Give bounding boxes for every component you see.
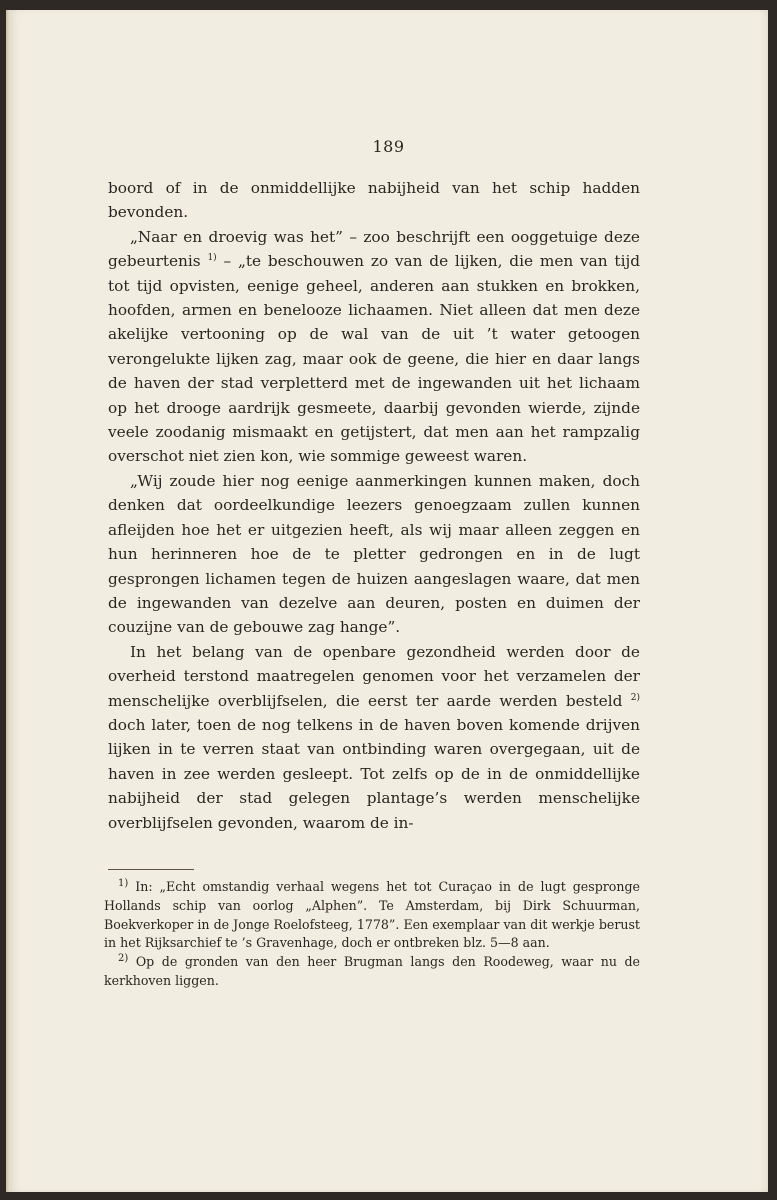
paragraph-2-text-b: – „te beschouwen zo van de lijken, die men van tijd tot tijd opvisten, eenige geheel, anderen aan stukken en brokken, hoofden, armen en benelooze lichaamen. Niet alleen dat men deze akelijke vertooning op de wal van de uit ’t water getoogen verongelukte lijken zag, maar ook de geene, die hier en daar langs de haven der stad verpletterd met de ingewanden uit het lichaam op het drooge aardrijk gesmeete, daarbij gevonden wierde, zijnde veele zoodanig mismaakt en getijstert, dat men aan het rampzalig overschot niet zien kon, wie sommige geweest waren. bbox=[108, 252, 641, 466]
paragraph-4-text-b: doch later, toen de nog telkens in de haven boven komende drijven lijken in te verren staat van ontbinding waren overgegaan, uit de haven in zee werden gesleept. Tot zelfs op de in de onmiddellijke nabijheid der stad gelegen plantage’s werden menschelijke overblijfselen gevonden, waarom de in- bbox=[108, 715, 640, 832]
footnote-2-text: Op de gronden van den heer Brugman langs den Roodeweg, waar nu de kerkhoven liggen. bbox=[104, 954, 640, 988]
paragraph-1-text: boord of in de onmiddellijke nabijheid van het schip hadden bevonden. bbox=[108, 179, 640, 222]
body-text bbox=[108, 176, 640, 835]
paragraph-3-text: „Wij zoude hier nog eenige aanmerkingen kunnen maken, doch denken dat oordeelkundige leezers genoegzaam zullen kunnen afleijden hoe het er uitgezien heeft, als wij maar alleen zeggen en hun herinneren hoe de te pletter gedrongen en in de lugt gesprongen lichamen tegen de huizen aangeslagen waare, dat men de ingewanden van dezelve aan deuren, posten en duimen der couzijne van de gebouwe zag hange”. bbox=[108, 471, 640, 637]
footnotes bbox=[104, 878, 640, 991]
footnote-ref-2: 2) bbox=[630, 692, 640, 703]
paragraph-2-text-a: „Naar en droevig was het” – zoo beschrijft een ooggetuige deze gebeurtenis bbox=[108, 227, 640, 271]
footnote-1-text: In: „Echt omstandig verhaal wegens het tot Curaçao in de lugt gesprongе Hollands schip van oorlog „Alphen”. Te Amsterdam, bij Dirk Schuurman, Boekverkoper in de Jonge Roelofsteeg, 1778”. Een exemplaar van dit werkje berust in het Rijksarchief te ’s Gravenhage, doch er ontbreken blz. 5—8 aan. bbox=[104, 879, 640, 951]
footnote-ref-1: 1) bbox=[207, 253, 217, 264]
paragraph-3 bbox=[108, 469, 640, 640]
footnote-divider bbox=[108, 869, 194, 870]
paragraph-2 bbox=[108, 225, 640, 469]
footnote-2-mark: 2) bbox=[118, 953, 129, 965]
paragraph-1 bbox=[108, 176, 640, 225]
footnote-2 bbox=[104, 953, 640, 991]
paragraph-4 bbox=[108, 640, 640, 835]
page-gutter-edge bbox=[6, 10, 10, 1192]
footnote-1-mark: 1) bbox=[118, 878, 129, 889]
footnote-1 bbox=[104, 878, 640, 953]
page-number: 189 bbox=[372, 137, 405, 156]
paragraph-4-text-a: In het belang van de openbare gezondheid werden door de overheid terstond maatregelen genomen voor het verzamelen der menschelijke overblijfselen, die eerst ter aarde werden besteld bbox=[108, 642, 640, 710]
